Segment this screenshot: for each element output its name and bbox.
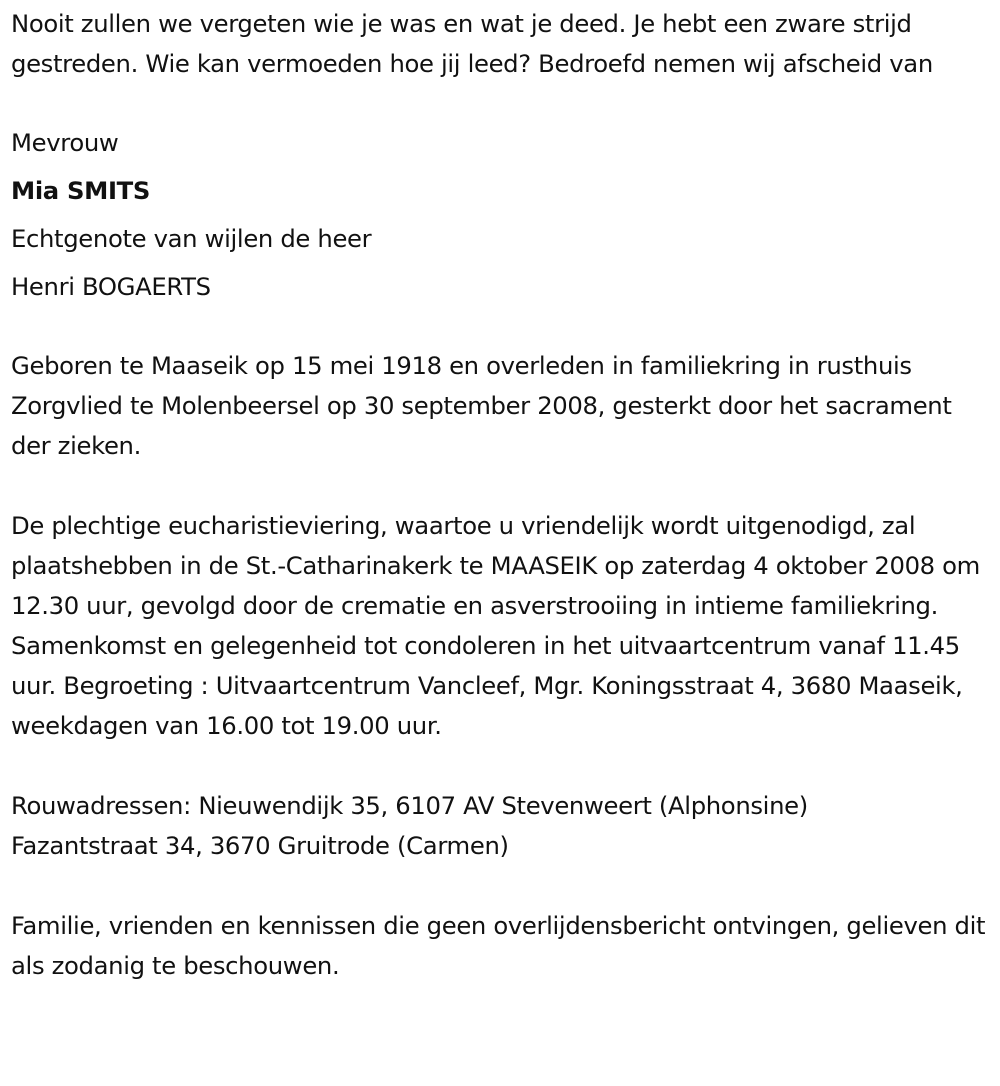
obituary-document (11, 4, 996, 986)
address-line-2: Fazantstraat 34, 3670 Gruitrode (Carmen) (11, 831, 509, 860)
spouse-name: Henri BOGAERTS (11, 272, 211, 301)
deceased-name: Mia SMITS (11, 176, 151, 205)
ceremony-paragraph: De plechtige eucharistieviering, waartoe u vriendelijk wordt uitgenodigd, zal plaatshebben in de St.-Catharinakerk te MAASEIK op zaterdag 4 oktober 2008 om 12.30 uur, gevolgd door de crematie en asverstrooiing in intieme familiekring. Samenkomst en gelegenheid tot condoleren in het uitvaartcentrum vanaf 11.45 uur. Begroeting : Uitvaartcentrum Vancleef, Mgr. Koningsstraat 4, 3680 Maaseik, weekdagen van 16.00 tot 19.00 uur. (11, 511, 980, 740)
intro-paragraph: Nooit zullen we vergeten wie je was en wat je deed. Je hebt een zware strijd gestreden. Wie kan vermoeden hoe jij leed? Bedroefd nemen wij afscheid van (11, 9, 933, 78)
deceased-relation: Echtgenote van wijlen de heer (11, 224, 372, 253)
closing-paragraph: Familie, vrienden en kennissen die geen overlijdensbericht ontvingen, gelieven dit als zodanig te beschouwen. (11, 911, 986, 980)
address-line-1: Rouwadressen: Nieuwendijk 35, 6107 AV Stevenweert (Alphonsine) (11, 791, 808, 820)
birth-death-paragraph: Geboren te Maaseik op 15 mei 1918 en overleden in familiekring in rusthuis Zorgvlied te Molenbeersel op 30 september 2008, gesterkt door het sacrament der zieken. (11, 351, 952, 460)
deceased-title: Mevrouw (11, 128, 119, 157)
